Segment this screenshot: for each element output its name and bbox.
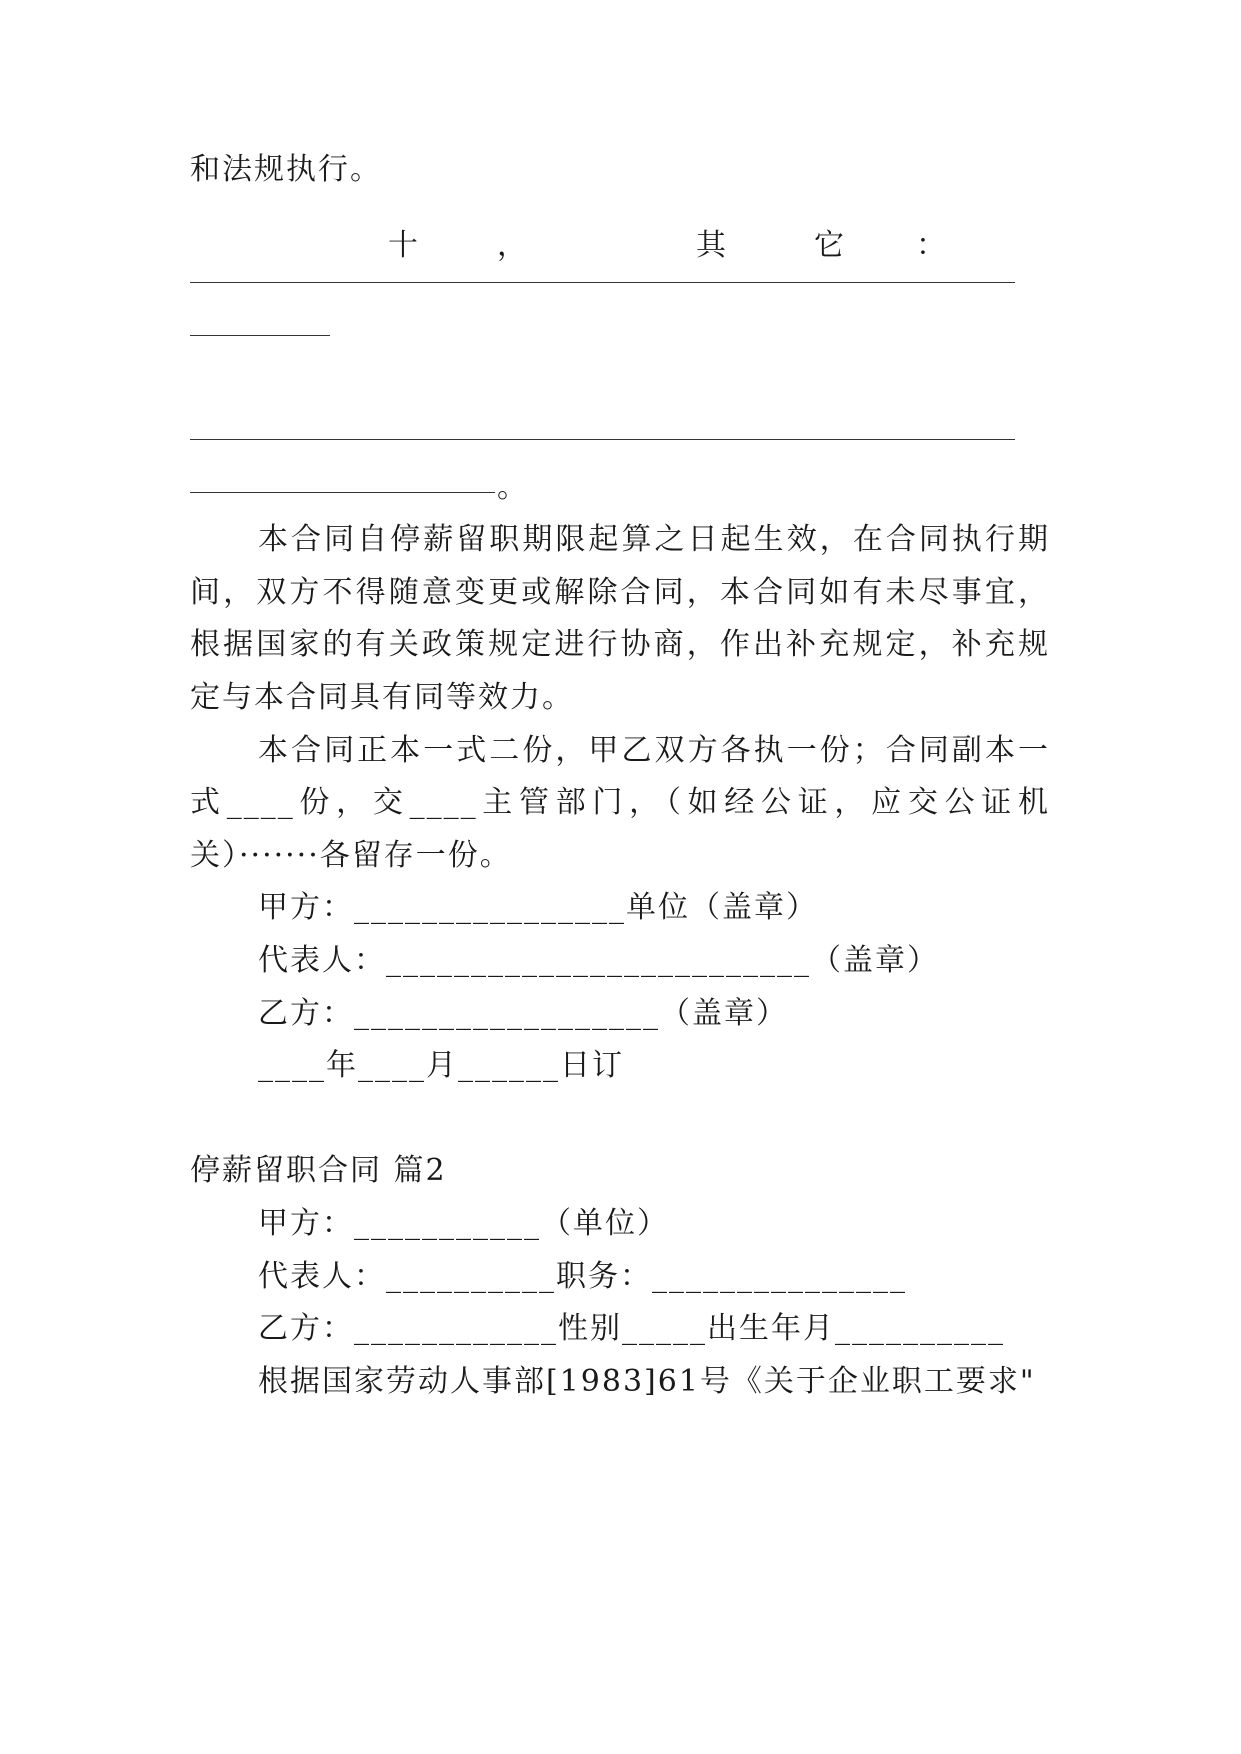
heading-char: 它 — [814, 228, 844, 263]
section-title: 停薪留职合同 篇2 — [190, 1153, 447, 1188]
paragraph-line: 本合同自停薪留职期限起算之日起生效，在合同执行期 — [258, 522, 1050, 557]
party-b-line: 乙方：____________性别_____出生年月__________ — [258, 1311, 1005, 1346]
party-b-signature: 乙方：__________________（盖章） — [258, 996, 788, 1031]
paragraph-line: 本合同正本一式二份，甲乙双方各执一份；合同副本一 — [258, 733, 1050, 768]
section-heading-other — [190, 226, 1050, 266]
sign-date: ____年____月______日订 — [258, 1048, 624, 1083]
fill-in-line — [190, 439, 1015, 440]
text-line: 和法规执行。 — [190, 152, 382, 187]
party-a-signature: 甲方：________________单位（盖章） — [258, 890, 818, 925]
heading-char: 其 — [696, 228, 726, 263]
representative-line: 代表人：__________职务：_______________ — [258, 1259, 907, 1294]
paragraph-line: 根据国家的有关政策规定进行协商，作出补充规定，补充规 — [190, 627, 1050, 662]
representative-signature: 代表人：_________________________（盖章） — [258, 943, 939, 978]
fill-in-line — [190, 492, 495, 493]
basis-line: 根据国家劳动人事部[1983]61号《关于企业职工要求" — [258, 1364, 1036, 1399]
heading-number: 十 — [388, 228, 418, 263]
paragraph-line: 定与本合同具有同等效力。 — [190, 680, 574, 715]
party-a-line: 甲方：___________（单位） — [258, 1206, 669, 1241]
heading-comma: ， — [497, 228, 527, 263]
fill-in-line — [190, 335, 330, 336]
heading-colon: ： — [916, 228, 946, 263]
end-mark: 。 — [497, 470, 529, 505]
paragraph-line: 关）·······各留存一份。 — [190, 838, 512, 873]
fill-in-line — [190, 282, 1015, 283]
paragraph-line: 间，双方不得随意变更或解除合同，本合同如有未尽事宜， — [190, 575, 1050, 610]
paragraph-line: 式____份，交____主管部门，（如经公证，应交公证机 — [190, 785, 1050, 820]
